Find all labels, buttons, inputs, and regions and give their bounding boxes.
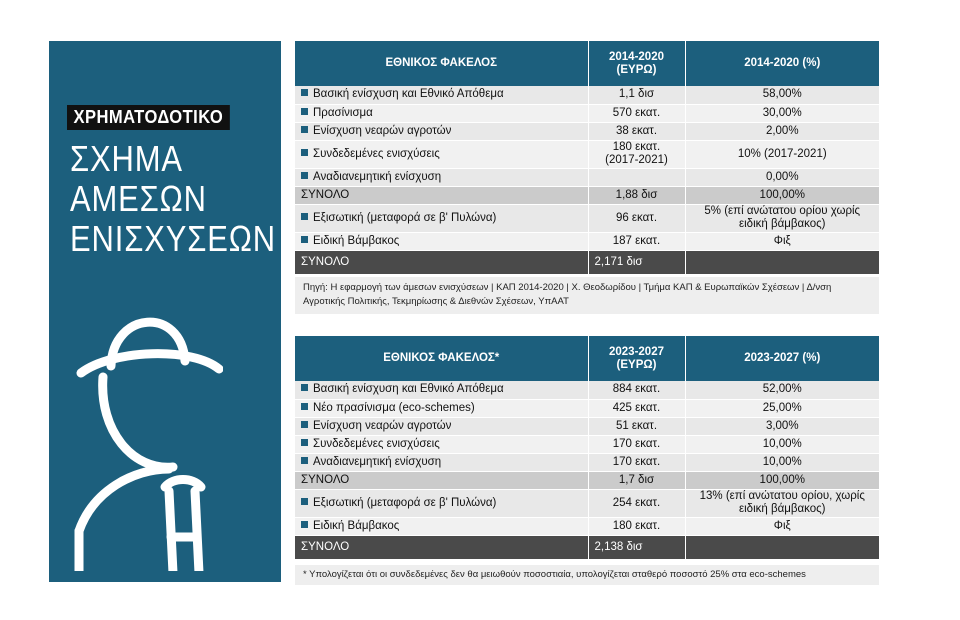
title-line-1: ΣΧΗΜΑ — [70, 138, 183, 179]
row-amount: 170 εκατ. — [588, 435, 685, 453]
row-percent: 10,00% — [685, 453, 879, 471]
total-amount: 2,138 δισ — [588, 535, 685, 559]
total-amount: 2,171 δισ — [588, 250, 685, 274]
bullet-square-icon — [301, 521, 308, 528]
bullet-square-icon — [301, 498, 308, 505]
row-label: Νέο πρασίνισμα (eco-schemes) — [313, 401, 475, 414]
row-label: Βασική ενίσχυση και Εθνικό Απόθεμα — [313, 88, 504, 101]
subtotal-percent: 100,00% — [685, 471, 879, 489]
bullet-square-icon — [301, 384, 308, 391]
total-row — [295, 535, 879, 559]
source-note: Πηγή: Η εφαρμογή των άμεσων ενισχύσεων | ΚΑΠ 2014-2020 | Χ. Θεοδωρίδου | Τμήμα ΚΑΠ & Ευρωπαϊκών Σχέσεων | Δ/νση Αγροτικής Πολιτικής, Τεκμηρίωσης & Διεθνών Σχέσεων, ΥπΑΑΤ — [295, 277, 879, 314]
row-label: Αναδιανεμητική ενίσχυση — [313, 455, 442, 468]
subtotal-amount: 1,7 δισ — [588, 471, 685, 489]
row-label: Ενίσχυση νεαρών αγροτών — [313, 124, 452, 137]
row-amount: 187 εκατ. — [588, 232, 685, 250]
title-line-3: ΕΝΙΣΧΥΣΕΩΝ — [70, 218, 276, 259]
row-amount: 180 εκατ. — [588, 517, 685, 535]
table-row — [295, 489, 879, 517]
row-label: Ειδική Βάμβακος — [313, 519, 400, 532]
row-percent: Φιξ — [685, 517, 879, 535]
subtotal-amount: 1,88 δισ — [588, 186, 685, 204]
table-row — [295, 453, 879, 471]
row-percent: 58,00% — [685, 86, 879, 104]
subtotal-percent: 100,00% — [685, 186, 879, 204]
table-row — [295, 104, 879, 122]
bullet-square-icon — [301, 213, 308, 220]
col-header-fund: ΕΘΝΙΚΟΣ ΦΑΚΕΛΟΣ — [295, 41, 588, 86]
table-2014-2020 — [295, 41, 879, 275]
total-label: ΣΥΝΟΛΟ — [295, 250, 588, 274]
col-header-percent: 2014-2020 (%) — [685, 41, 879, 86]
table-row — [295, 399, 879, 417]
row-label: Βασική ενίσχυση και Εθνικό Απόθεμα — [313, 383, 504, 396]
row-percent: 10,00% — [685, 435, 879, 453]
table-row — [295, 122, 879, 140]
row-amount: 254 εκατ. — [588, 489, 685, 517]
table-row — [295, 168, 879, 186]
bullet-square-icon — [301, 439, 308, 446]
row-label: Πρασίνισμα — [313, 106, 373, 119]
subtotal-row — [295, 471, 879, 489]
bullet-square-icon — [301, 421, 308, 428]
col-header-fund: ΕΘΝΙΚΟΣ ΦΑΚΕΛΟΣ* — [295, 336, 588, 381]
table-row — [295, 140, 879, 168]
row-percent: 2,00% — [685, 122, 879, 140]
col-header-percent: 2023-2027 (%) — [685, 336, 879, 381]
total-percent — [685, 250, 879, 274]
row-amount: 425 εκατ. — [588, 399, 685, 417]
total-label: ΣΥΝΟΛΟ — [295, 535, 588, 559]
row-amount: 38 εκατ. — [588, 122, 685, 140]
row-label: Ειδική Βάμβακος — [313, 234, 400, 247]
table-2023-2027 — [295, 336, 879, 560]
row-label: Εξισωτική (μεταφορά σε β' Πυλώνα) — [313, 211, 497, 224]
bullet-square-icon — [301, 126, 308, 133]
row-amount — [588, 168, 685, 186]
bullet-square-icon — [301, 108, 308, 115]
row-percent: 30,00% — [685, 104, 879, 122]
bullet-square-icon — [301, 172, 308, 179]
table-row — [295, 417, 879, 435]
subtotal-row — [295, 186, 879, 204]
bullet-square-icon — [301, 457, 308, 464]
footnote: * Υπολογίζεται ότι οι συνδεδεμένες δεν θα μειωθούν ποσοστιαία, υπολογίζεται σταθερό ποσοστό 25% στα eco-schemes — [295, 565, 879, 585]
row-label: Συνδεδεμένες ενισχύσεις — [313, 437, 440, 450]
row-percent: 0,00% — [685, 168, 879, 186]
row-percent: 5% (επί ανώτατου ορίου χωρίς ειδική βάμβακος) — [685, 204, 879, 232]
row-amount: 884 εκατ. — [588, 381, 685, 399]
row-percent: 52,00% — [685, 381, 879, 399]
table-row — [295, 435, 879, 453]
farmer-hat-icon — [73, 281, 223, 571]
row-percent: 25,00% — [685, 399, 879, 417]
total-percent — [685, 535, 879, 559]
row-amount: 180 εκατ. (2017-2021) — [588, 140, 685, 168]
table-row — [295, 517, 879, 535]
table-row — [295, 381, 879, 399]
row-amount: 1,1 δισ — [588, 86, 685, 104]
row-amount: 96 εκατ. — [588, 204, 685, 232]
row-percent: Φιξ — [685, 232, 879, 250]
row-label: Συνδεδεμένες ενισχύσεις — [313, 147, 440, 160]
row-amount: 570 εκατ. — [588, 104, 685, 122]
col-header-amount: 2014-2020 (ΕΥΡΩ) — [588, 41, 685, 86]
bullet-square-icon — [301, 89, 308, 96]
row-label: Αναδιανεμητική ενίσχυση — [313, 170, 442, 183]
row-label: Ενίσχυση νεαρών αγροτών — [313, 419, 452, 432]
table-row — [295, 204, 879, 232]
title-badge: ΧΡΗΜΑΤΟΔΟΤΙΚΟ — [67, 105, 230, 130]
row-percent: 10% (2017-2021) — [685, 140, 879, 168]
row-amount: 170 εκατ. — [588, 453, 685, 471]
table-row — [295, 86, 879, 104]
row-percent: 3,00% — [685, 417, 879, 435]
bullet-square-icon — [301, 149, 308, 156]
row-percent: 13% (επί ανώτατου ορίου, χωρίς ειδική βάμβακος) — [685, 489, 879, 517]
row-amount: 51 εκατ. — [588, 417, 685, 435]
col-header-amount: 2023-2027 (ΕΥΡΩ) — [588, 336, 685, 381]
subtotal-label: ΣΥΝΟΛΟ — [295, 186, 588, 204]
table-row — [295, 232, 879, 250]
title-panel — [49, 41, 281, 582]
subtotal-label: ΣΥΝΟΛΟ — [295, 471, 588, 489]
page-title — [70, 139, 309, 259]
title-line-2: ΑΜΕΣΩΝ — [70, 178, 207, 219]
total-row — [295, 250, 879, 274]
row-label: Εξισωτική (μεταφορά σε β' Πυλώνα) — [313, 496, 497, 509]
bullet-square-icon — [301, 236, 308, 243]
bullet-square-icon — [301, 403, 308, 410]
